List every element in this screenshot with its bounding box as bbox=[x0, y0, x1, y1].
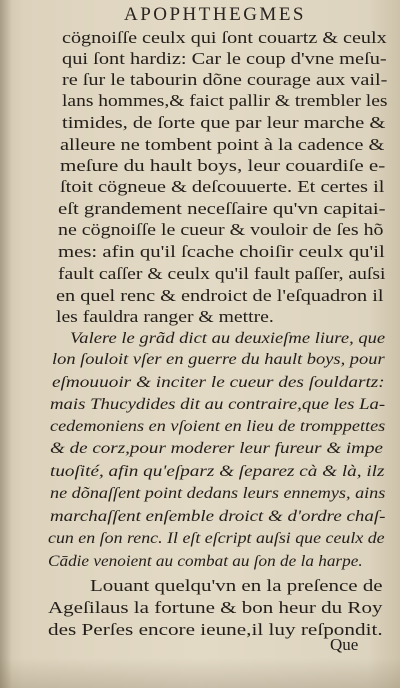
running-head: APOPHTHEGMES bbox=[123, 4, 307, 25]
text-line: lon ſouloit vſer en guerre du hault boys, pour bbox=[52, 351, 385, 368]
text-line: les fauldra ranger & mettre. bbox=[56, 307, 274, 326]
text-line: tuoſité, afin qu'eſparz & ſeparez cà & là, ilz bbox=[50, 463, 385, 480]
text-line: cögnoiſſe ceulx qui ſont couartz & ceulx bbox=[62, 28, 387, 47]
text-line: Ageſilaus la fortune & bon heur du Roy bbox=[48, 598, 383, 617]
text-line: alleure ne tombent point à la cadence & bbox=[60, 135, 385, 154]
text-line: meſure du hault boys, leur couardiſe e- bbox=[60, 156, 386, 175]
text-line: ſtoit cögneue & deſcouuerte. Et certes il bbox=[60, 177, 385, 196]
text-line: eſt grandement neceſſaire qu'vn capitai- bbox=[58, 199, 386, 218]
text-line: Cādie venoient au combat au ſon de la harpe. bbox=[48, 553, 363, 570]
text-line: re ſur le tabourin dõne courage aux vail- bbox=[62, 70, 388, 89]
text-line: eſmouuoir & inciter le cueur des ſouldartz: bbox=[52, 374, 385, 391]
text-line: ne dõnaſſent point dedans leurs ennemys, ains bbox=[50, 485, 386, 502]
text-line: & de corz,pour moderer leur fureur & impe bbox=[50, 440, 383, 457]
text-line: Valere le grãd dict au deuxieſme liure, que bbox=[70, 330, 386, 347]
text-line: cun en ſon renc. Il eſt eſcript auſsi que ceulx de bbox=[48, 530, 385, 547]
text-line: cedemoniens en vſoient en lieu de tromppettes bbox=[50, 418, 386, 435]
text-line: Louant quelqu'vn en la preſence de bbox=[90, 576, 383, 595]
text-line: mes: afin qu'il ſcache choiſir ceulx qu'il bbox=[58, 242, 385, 261]
text-line: timides, de ſorte que par leur marche & bbox=[62, 113, 386, 132]
text-line: marchaſſent enſemble droict & d'ordre chaſ- bbox=[50, 508, 386, 525]
page-bottom-shade bbox=[0, 658, 400, 688]
text-line: ne cögnoiſſe le cueur & vouloir de ſes hõ bbox=[58, 220, 384, 239]
text-line: en quel renc & endroict de l'eſquadron il bbox=[56, 286, 384, 305]
text-line: mais Thucydides dit au contraire,que les La- bbox=[50, 396, 386, 413]
text-line: qui ſont hardiz: Car le coup d'vne meſu- bbox=[62, 49, 387, 68]
text-line: lans hommes,& faict pallir & trembler les bbox=[62, 91, 388, 110]
catchword: Que bbox=[330, 635, 359, 654]
text-line: fault caſſer & ceulx qu'il fault paſſer, auſsi bbox=[58, 264, 386, 283]
text-line: des Perſes encore ieune,il luy reſpondit. bbox=[48, 620, 383, 639]
